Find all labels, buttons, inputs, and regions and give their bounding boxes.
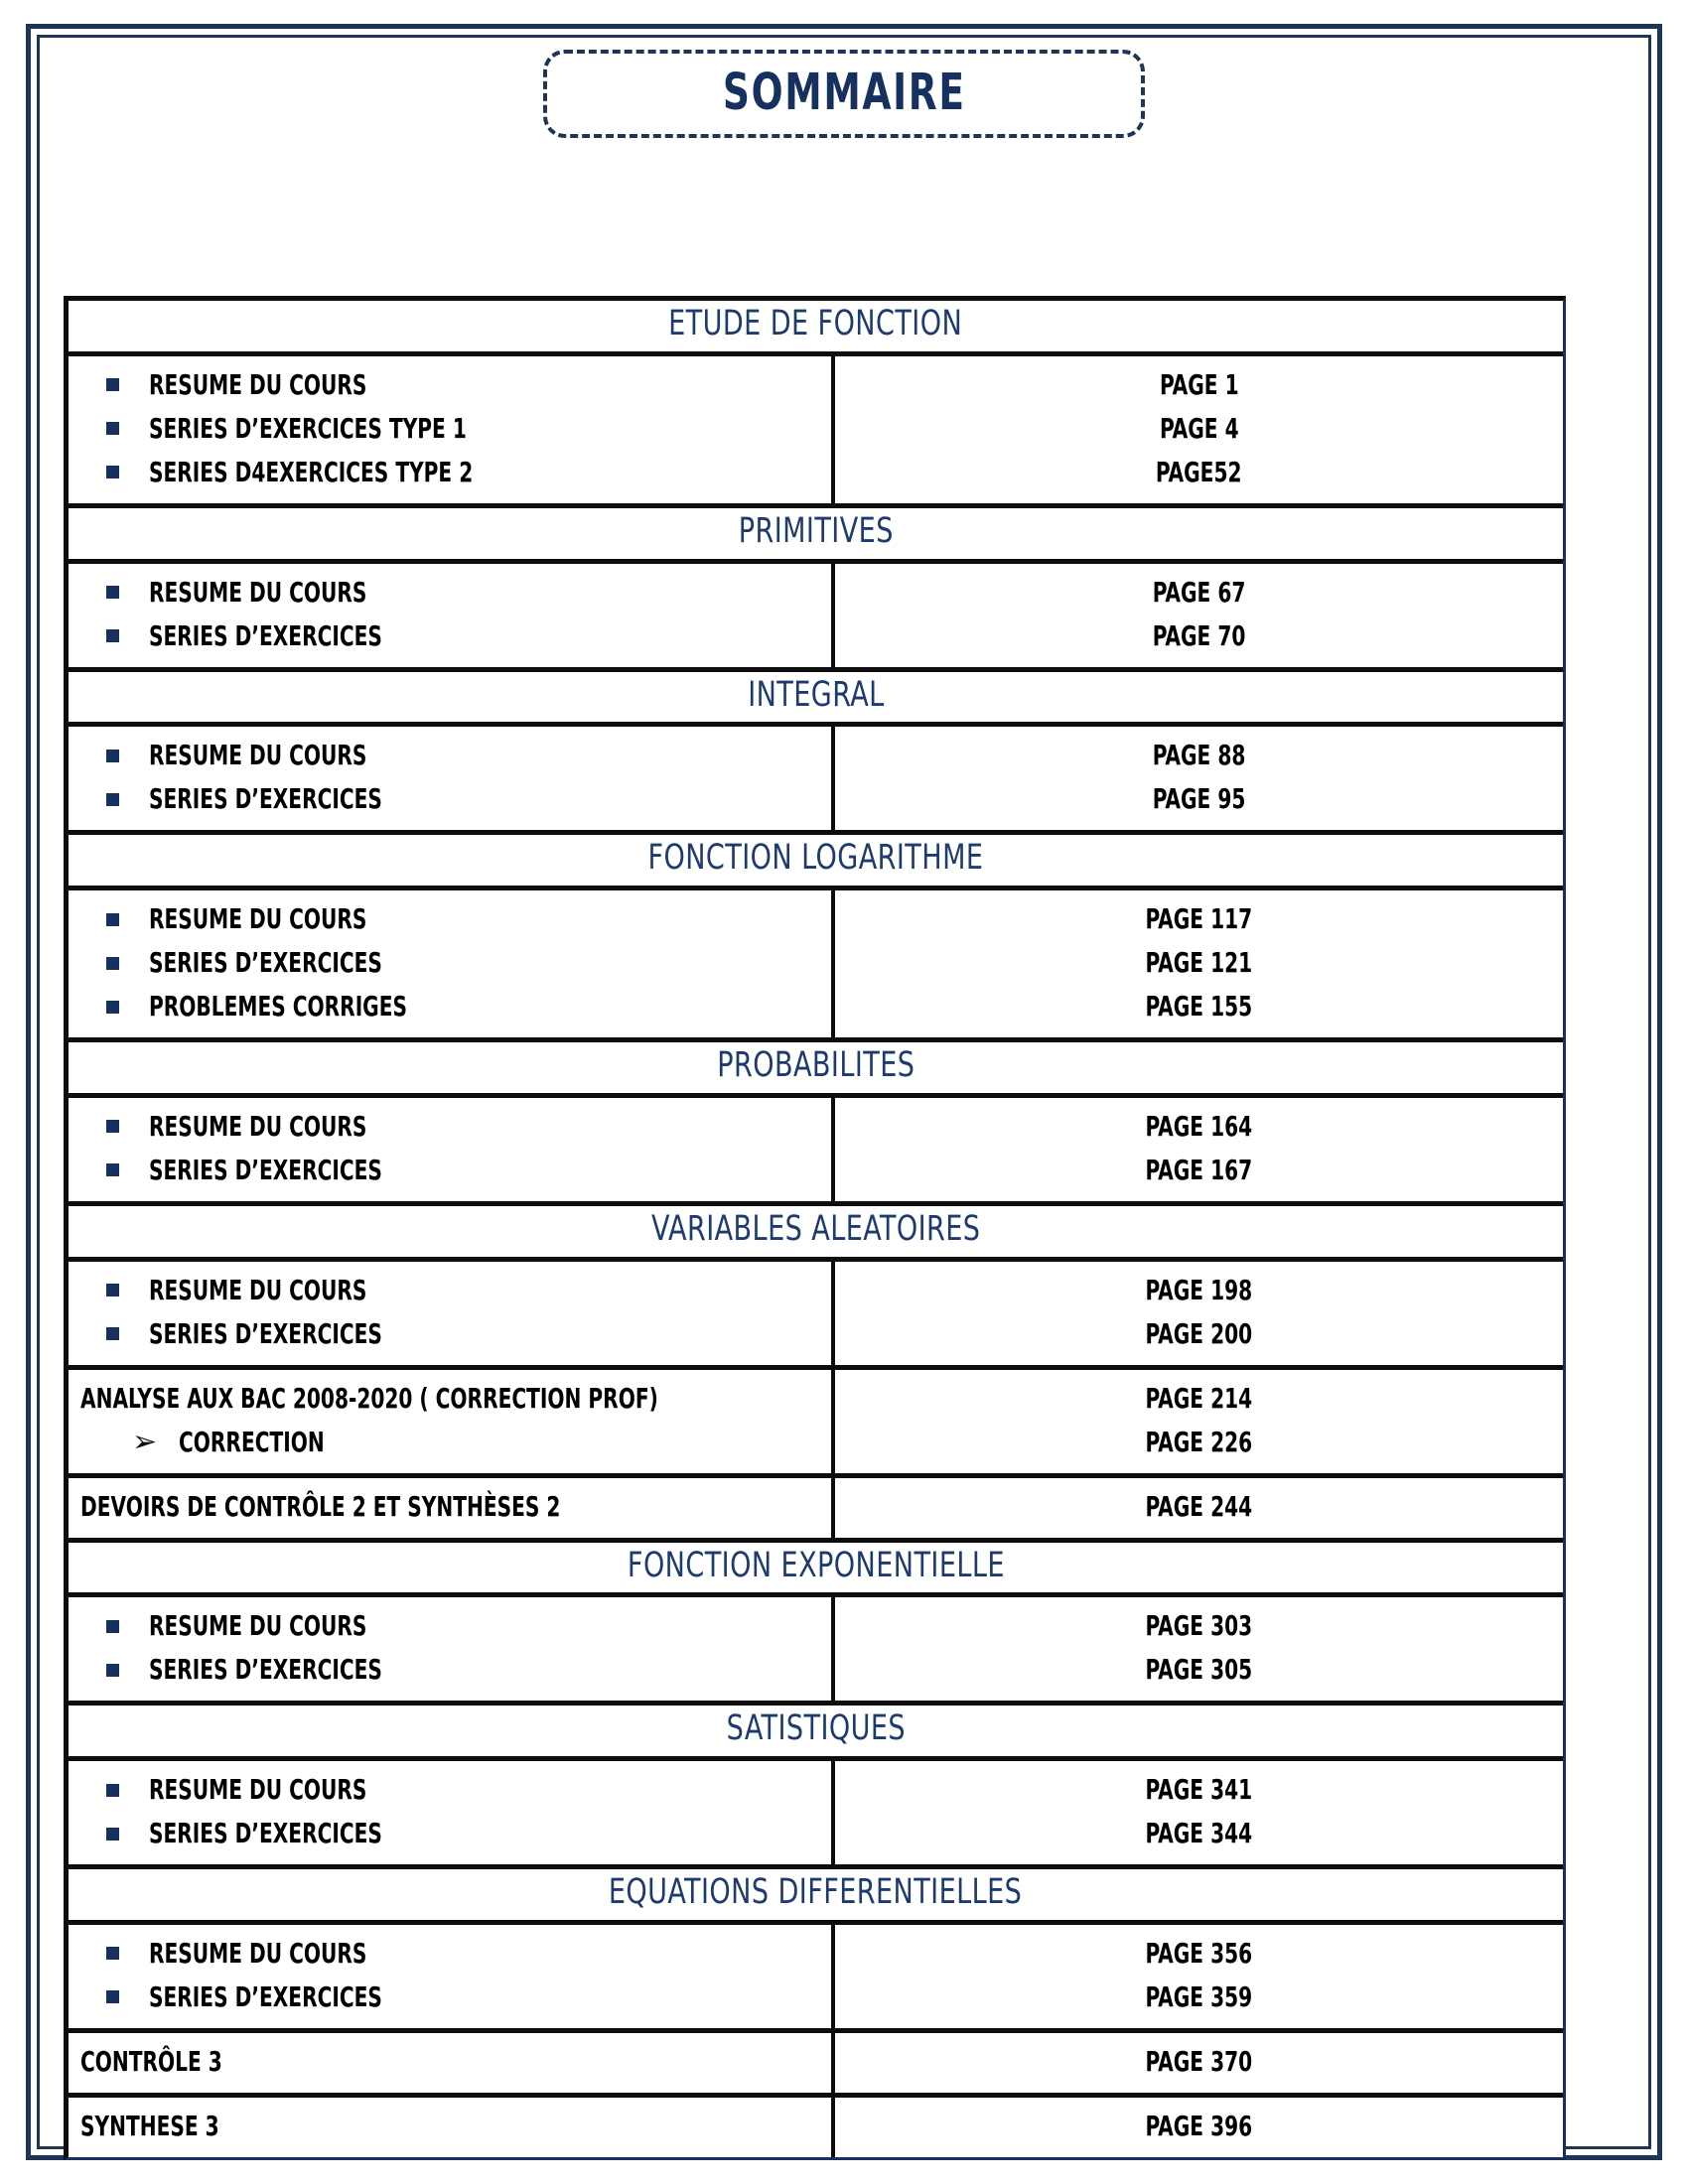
toc-entry[interactable]	[69, 1648, 831, 1692]
toc-section-header-label: EQUATIONS DIFFERENTIELLES	[609, 1872, 1023, 1912]
toc-entry[interactable]	[69, 1269, 831, 1312]
toc-entry-page-row	[835, 777, 1563, 821]
toc-group-pages	[835, 1370, 1563, 1473]
toc-section-header	[69, 1206, 1563, 1262]
toc-group	[69, 727, 1563, 835]
toc-group-pages	[835, 2098, 1563, 2157]
toc-entry[interactable]	[69, 1485, 831, 1529]
toc-entry-label: PROBLEMES CORRIGES	[149, 990, 408, 1023]
toc-group-pages	[835, 1098, 1563, 1201]
toc-group-labels	[69, 1925, 835, 2028]
toc-entry[interactable]	[69, 1768, 831, 1812]
toc-group-labels	[69, 1478, 835, 1538]
toc-section-header-label: ETUDE DE FONCTION	[668, 304, 963, 343]
toc-entry-label: SERIES D’EXERCICES	[149, 1979, 382, 2013]
toc-group	[69, 1098, 1563, 1206]
square-bullet-icon	[106, 586, 119, 599]
toc-entry-page-row	[835, 985, 1563, 1028]
toc-entry-page-number: PAGE 67	[1152, 575, 1246, 609]
toc-entry-page-row	[835, 734, 1563, 777]
toc-entry[interactable]	[69, 1149, 831, 1192]
toc-entry[interactable]	[69, 1312, 831, 1356]
toc-entry[interactable]	[69, 897, 831, 941]
toc-group	[69, 1262, 1563, 1370]
toc-entry-page-row	[835, 2040, 1563, 2084]
toc-entry-page-number: PAGE 167	[1145, 1153, 1253, 1186]
toc-section-header	[69, 1706, 1563, 1761]
toc-entry-page-number: PAGE 70	[1152, 618, 1246, 652]
toc-entry-page-row	[835, 614, 1563, 658]
toc-entry-page-number: PAGE 95	[1152, 782, 1246, 816]
document-title-container	[0, 50, 1688, 138]
toc-entry-label: SERIES D’EXERCICES	[149, 618, 382, 652]
toc-entry-page-row	[835, 407, 1563, 451]
toc-group-labels	[69, 1761, 835, 1864]
toc-group-pages	[835, 356, 1563, 503]
toc-group-pages	[835, 1597, 1563, 1701]
toc-entry[interactable]	[69, 1932, 831, 1976]
toc-entry[interactable]	[69, 363, 831, 407]
toc-entry-page-number: PAGE 341	[1145, 1773, 1253, 1806]
toc-section-header-label: INTEGRAL	[747, 674, 885, 715]
toc-entry-page-row	[835, 451, 1563, 494]
toc-entry-label: RESUME DU COURS	[149, 1609, 367, 1643]
toc-entry-label: SYNTHESE 3	[80, 2109, 219, 2142]
toc-section-header-label: FONCTION LOGARITHME	[647, 838, 984, 879]
toc-entry-page-row	[835, 897, 1563, 941]
toc-group	[69, 564, 1563, 672]
toc-group-labels	[69, 1098, 835, 1201]
toc-section-header	[69, 301, 1563, 356]
toc-entry-page-number: PAGE52	[1156, 455, 1242, 488]
square-bullet-icon	[106, 1120, 119, 1133]
square-bullet-icon	[106, 793, 119, 806]
toc-entry-page-row	[835, 1149, 1563, 1192]
toc-group-labels	[69, 727, 835, 830]
toc-entry-page-number: PAGE 4	[1159, 411, 1239, 445]
toc-entry-label: RESUME DU COURS	[149, 1773, 367, 1806]
square-bullet-icon	[106, 1284, 119, 1297]
toc-group	[69, 1597, 1563, 1706]
toc-entry-page-row	[835, 571, 1563, 614]
toc-entry-label: SERIES D’EXERCICES	[149, 1316, 382, 1350]
toc-group	[69, 1925, 1563, 2033]
toc-entry[interactable]	[69, 1812, 831, 1855]
table-of-contents	[64, 296, 1566, 2160]
toc-entry-page-number: PAGE 370	[1145, 2044, 1253, 2078]
toc-entry-page-row	[835, 1932, 1563, 1976]
square-bullet-icon	[106, 1947, 119, 1960]
toc-entry-page-row	[835, 1105, 1563, 1149]
toc-section-header	[69, 672, 1563, 728]
square-bullet-icon	[106, 913, 119, 926]
toc-entry-label: ANALYSE AUX BAC 2008-2020 ( CORRECTION PROF)	[80, 1381, 658, 1415]
toc-entry[interactable]	[69, 985, 831, 1028]
toc-section-header	[69, 1869, 1563, 1925]
toc-entry-page-row	[835, 1312, 1563, 1356]
toc-entry-label: RESUME DU COURS	[149, 1109, 367, 1143]
toc-group-pages	[835, 2033, 1563, 2093]
toc-group	[69, 1478, 1563, 1543]
toc-group-labels	[69, 890, 835, 1037]
toc-entry-page-number: PAGE 359	[1145, 1979, 1253, 2013]
toc-group-pages	[835, 1262, 1563, 1365]
toc-entry-page-number: PAGE 305	[1145, 1653, 1253, 1687]
toc-entry-label: RESUME DU COURS	[149, 902, 367, 935]
toc-entry-page-row	[835, 1648, 1563, 1692]
toc-entry-page-row	[835, 1812, 1563, 1855]
toc-entry-label: SERIES D’EXERCICES	[149, 946, 382, 979]
toc-group-labels	[69, 2098, 835, 2157]
toc-section-header-label: SATISTIQUES	[726, 1708, 906, 1749]
toc-entry-page-row	[835, 1485, 1563, 1529]
toc-group-pages	[835, 727, 1563, 830]
square-bullet-icon	[106, 1620, 119, 1633]
toc-entry[interactable]	[69, 734, 831, 777]
toc-entry-label: RESUME DU COURS	[149, 739, 367, 772]
toc-entry-page-number: PAGE 200	[1145, 1316, 1253, 1350]
toc-entry-label: CONTRÔLE 3	[80, 2044, 222, 2078]
square-bullet-icon	[106, 957, 119, 970]
toc-group-labels	[69, 2033, 835, 2093]
toc-entry-page-number: PAGE 198	[1145, 1273, 1253, 1306]
toc-group	[69, 1370, 1563, 1478]
square-bullet-icon	[106, 1784, 119, 1797]
toc-entry-label: SERIES D’EXERCICES	[149, 782, 382, 816]
square-bullet-icon	[106, 750, 119, 762]
toc-entry-label: SERIES D’EXERCICES	[149, 1653, 382, 1687]
toc-entry[interactable]	[69, 1604, 831, 1648]
toc-entry[interactable]	[69, 2040, 831, 2084]
toc-group	[69, 2098, 1563, 2157]
toc-entry-label: SERIES D4EXERCICES TYPE 2	[149, 455, 474, 488]
toc-entry[interactable]	[69, 1105, 831, 1149]
toc-entry-page-number: PAGE 1	[1159, 367, 1239, 401]
toc-group-pages	[835, 890, 1563, 1037]
square-bullet-icon	[106, 1327, 119, 1340]
toc-entry-page-row	[835, 1768, 1563, 1812]
toc-group	[69, 1761, 1563, 1869]
toc-entry-page-row	[835, 2105, 1563, 2148]
toc-group-pages	[835, 1925, 1563, 2028]
toc-group	[69, 890, 1563, 1042]
page-title: SOMMAIRE	[722, 64, 966, 122]
toc-entry[interactable]	[69, 571, 831, 614]
toc-group-labels	[69, 356, 835, 503]
toc-entry-page-number: PAGE 164	[1145, 1109, 1253, 1143]
toc-section-header	[69, 1543, 1563, 1598]
document-title-box	[543, 50, 1146, 138]
square-bullet-icon	[106, 1001, 119, 1014]
toc-group-pages	[835, 1478, 1563, 1538]
toc-entry-label: CORRECTION	[179, 1425, 325, 1458]
toc-group-pages	[835, 564, 1563, 667]
toc-entry[interactable]	[69, 1976, 831, 2019]
toc-entry-page-number: PAGE 226	[1145, 1425, 1253, 1458]
toc-group	[69, 2033, 1563, 2098]
toc-group-pages	[835, 1761, 1563, 1864]
toc-entry-page-number: PAGE 344	[1145, 1817, 1253, 1849]
arrow-bullet-icon: ➢	[132, 1424, 158, 1459]
toc-entry-label: SERIES D’EXERCICES	[149, 1817, 382, 1849]
toc-group-labels	[69, 1597, 835, 1701]
square-bullet-icon	[106, 1990, 119, 2003]
toc-entry[interactable]	[69, 407, 831, 451]
square-bullet-icon	[106, 466, 119, 478]
toc-entry[interactable]	[69, 777, 831, 821]
toc-entry-page-number: PAGE 214	[1145, 1381, 1253, 1415]
square-bullet-icon	[106, 422, 119, 435]
toc-entry[interactable]	[69, 941, 831, 985]
toc-entry-label: RESUME DU COURS	[149, 575, 367, 609]
toc-section-header	[69, 508, 1563, 564]
toc-section-header-label: VARIABLES ALEATOIRES	[650, 1208, 981, 1249]
toc-entry-label: SERIES D’EXERCICES TYPE 1	[149, 411, 467, 445]
toc-entry-page-row	[835, 1377, 1563, 1421]
toc-entry[interactable]	[69, 1377, 831, 1421]
toc-entry-page-number: PAGE 356	[1145, 1936, 1253, 1970]
toc-entry-page-row	[835, 363, 1563, 407]
square-bullet-icon	[106, 1828, 119, 1841]
toc-entry-label: DEVOIRS DE CONTRÔLE 2 ET SYNTHÈSES 2	[80, 1489, 561, 1523]
toc-section-header-label: PRIMITIVES	[738, 510, 894, 551]
toc-group-labels	[69, 1262, 835, 1365]
toc-entry[interactable]	[69, 1421, 831, 1464]
toc-group-labels	[69, 1370, 835, 1473]
toc-group	[69, 356, 1563, 508]
toc-section-header-label: PROBABILITES	[716, 1045, 915, 1085]
square-bullet-icon	[106, 1163, 119, 1176]
toc-entry-page-number: PAGE 155	[1145, 990, 1253, 1023]
toc-entry-page-row	[835, 1604, 1563, 1648]
toc-entry[interactable]	[69, 451, 831, 494]
toc-entry[interactable]	[69, 2105, 831, 2148]
square-bullet-icon	[106, 1664, 119, 1677]
square-bullet-icon	[106, 378, 119, 391]
toc-section-header	[69, 1042, 1563, 1098]
toc-group-labels	[69, 564, 835, 667]
toc-entry-label: SERIES D’EXERCICES	[149, 1153, 382, 1186]
toc-entry-page-number: PAGE 244	[1145, 1489, 1253, 1523]
toc-entry-page-number: PAGE 88	[1152, 739, 1246, 772]
toc-entry-label: RESUME DU COURS	[149, 1936, 367, 1970]
toc-entry-page-number: PAGE 303	[1145, 1609, 1253, 1643]
toc-entry-page-row	[835, 1421, 1563, 1464]
toc-entry-label: RESUME DU COURS	[149, 1273, 367, 1306]
toc-entry-page-row	[835, 941, 1563, 985]
toc-entry-page-row	[835, 1976, 1563, 2019]
toc-entry[interactable]	[69, 614, 831, 658]
square-bullet-icon	[106, 629, 119, 642]
toc-section-header-label: FONCTION EXPONENTIELLE	[627, 1545, 1005, 1585]
toc-entry-page-number: PAGE 121	[1145, 946, 1253, 979]
toc-entry-page-row	[835, 1269, 1563, 1312]
toc-entry-page-number: PAGE 117	[1145, 902, 1253, 935]
toc-entry-page-number: PAGE 396	[1145, 2109, 1253, 2142]
toc-section-header	[69, 835, 1563, 890]
toc-entry-label: RESUME DU COURS	[149, 367, 367, 401]
